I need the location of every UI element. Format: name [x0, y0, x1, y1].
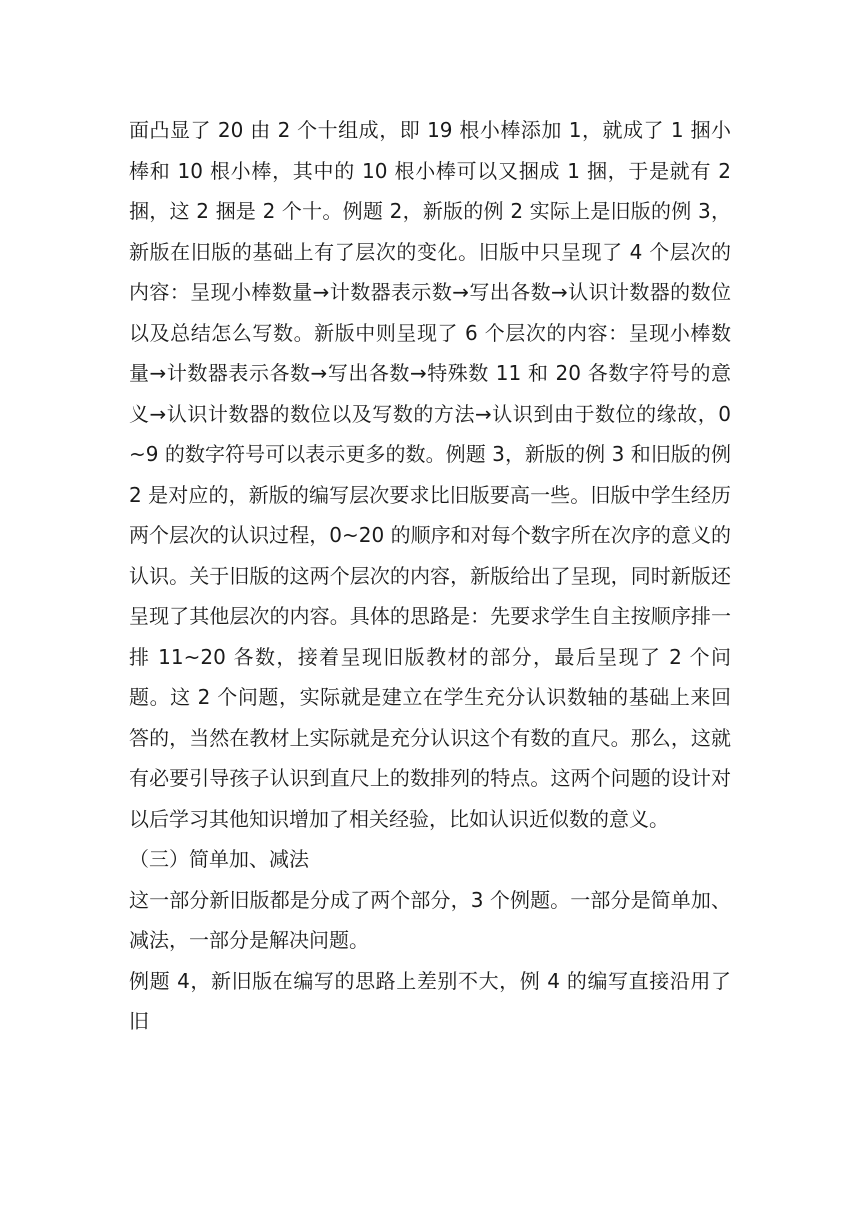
body-paragraph: 例题 4，新旧版在编写的思路上差别不大，例 4 的编写直接沿用了旧 [129, 968, 731, 1033]
body-paragraph: 这一部分新旧版都是分成了两个部分，3 个例题。一部分是简单加、减法，一部分是解决问题。 [129, 887, 731, 952]
document-body [129, 110, 731, 1042]
section-heading: （三）简单加、减法 [129, 847, 309, 871]
body-paragraph: 面凸显了 20 由 2 个十组成，即 19 根小棒添加 1，就成了 1 捆小棒和 10 根小棒，其中的 10 根小棒可以又捆成 1 捆，于是就有 2 捆，这 2 捆是 2 个十。例题 2，新版的例 2 实际上是旧版的例 3，新版在旧版的基础上有了层次的变化。旧版中只呈现了 4 个层次的内容：呈现小棒数量→计数器表示数→写出各数→认识计数器的数位以及总结怎么写数。新版中则呈现了 6 个层次的内容：呈现小棒数量→计数器表示各数→写出各数→特殊数 11 和 20 各数字符号的意义→认识计数器的数位以及写数的方法→认识到由于数位的缘故，0~9 的数字符号可以表示更多的数。例题 3，新版的例 3 和旧版的例 2 是对应的，新版的编写层次要求比旧版要高一些。旧版中学生经历两个层次的认识过程，0~20 的顺序和对每个数字所在次序的意义的认识。关于旧版的这两个层次的内容，新版给出了呈现，同时新版还呈现了其他层次的内容。具体的思路是：先要求学生自主按顺序排一排 11~20 各数，接着呈现旧版教材的部分，最后呈现了 2 个问题。这 2 个问题，实际就是建立在学生充分认识数轴的基础上来回答的，当然在教材上实际就是充分认识这个有数的直尺。那么，这就有必要引导孩子认识到直尺上的数排列的特点。这两个问题的设计对以后学习其他知识增加了相关经验，比如认识近似数的意义。 [129, 118, 731, 831]
